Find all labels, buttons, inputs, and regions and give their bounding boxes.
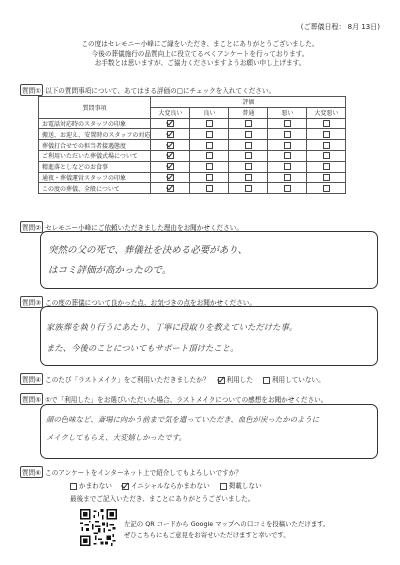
- rating-checkbox[interactable]: [167, 142, 174, 149]
- rating-checkbox[interactable]: [167, 131, 174, 138]
- question-4-options: [218, 376, 335, 384]
- intro-text: [0, 40, 400, 69]
- question-item-label: 葬儀打合せでの担当者接遇態度: [39, 140, 151, 151]
- rating-cell: [307, 150, 346, 161]
- rating-cell: [229, 161, 268, 172]
- question-6-heading: [20, 466, 242, 478]
- table-row: [39, 183, 346, 194]
- question-text: 以下の質問事項について、あてはまる評価の□にチェックを入れてください。: [45, 87, 276, 95]
- option-label: イニシャルならかまわない: [130, 482, 210, 490]
- table-row: [39, 150, 346, 161]
- rating-checkbox[interactable]: [323, 185, 330, 192]
- question-item-label: 精進落としなどのお食事: [39, 161, 151, 172]
- rating-column-header: 大変悪い: [307, 107, 346, 118]
- question-4-heading: [20, 373, 335, 385]
- option-checkbox[interactable]: [122, 483, 129, 490]
- rating-checkbox[interactable]: [167, 163, 174, 170]
- rating-checkbox[interactable]: [206, 142, 213, 149]
- footer-line: 左記の QR コードから Google マップへの口コミを投稿いただけます。: [124, 520, 330, 528]
- option-item[interactable]: [122, 480, 210, 490]
- rating-checkbox[interactable]: [206, 152, 213, 159]
- rating-checkbox[interactable]: [245, 174, 252, 181]
- evaluation-table: [38, 96, 346, 194]
- rating-checkbox[interactable]: [245, 142, 252, 149]
- question-item-label: 搬送、お迎え、安置時のスタッフの対応: [39, 129, 151, 140]
- footer-line: ぜひこちらにもご意見をお寄せいただけますと幸いです。: [124, 530, 290, 539]
- question-number: 質問⑥: [20, 466, 43, 478]
- rating-cell: [229, 172, 268, 183]
- intro-line: お手数とは思いますが、ご協力くださいますようお願い申し上げます。: [94, 59, 306, 68]
- rating-checkbox[interactable]: [284, 152, 291, 159]
- handwritten-answer: 家族葬を執り行うにあたり、丁寧に段取りを教えていただけた事。: [46, 322, 298, 332]
- rating-checkbox[interactable]: [206, 120, 213, 127]
- answer-box-q2: [40, 231, 378, 289]
- rating-checkbox[interactable]: [206, 174, 213, 181]
- rating-checkbox[interactable]: [323, 174, 330, 181]
- rating-cell: [151, 129, 190, 140]
- rating-cell: [151, 161, 190, 172]
- option-label: 利用していない。: [271, 376, 325, 384]
- question-text: このアンケートをインターネット上で紹介してもよろしいですか？: [45, 469, 242, 477]
- question-text: このたび「ラストメイク」をご利用いただきましたか？: [45, 376, 210, 384]
- question-item-label: ご利用いただいた葬儀式場について: [39, 150, 151, 161]
- rating-checkbox[interactable]: [245, 163, 252, 170]
- rating-cell: [229, 183, 268, 194]
- rating-cell: [268, 129, 307, 140]
- question-number: 質問①: [20, 84, 43, 96]
- handwritten-answer: はコミ評価が高かったので。: [48, 265, 172, 276]
- rating-column-header: 良い: [190, 107, 229, 118]
- rating-cell: [307, 172, 346, 183]
- rating-checkbox[interactable]: [167, 120, 174, 127]
- rating-cell: [229, 150, 268, 161]
- rating-cell: [229, 140, 268, 151]
- rating-checkbox[interactable]: [206, 163, 213, 170]
- question-text: ①で「利用した」をお選びいただいた場合、ラストメイクについての感想をお聞かせください。: [45, 396, 328, 404]
- rating-checkbox[interactable]: [167, 185, 174, 192]
- question-number: 質問②: [20, 221, 43, 233]
- rating-checkbox[interactable]: [245, 152, 252, 159]
- rating-cell: [190, 118, 229, 129]
- question-number: 質問③: [20, 296, 43, 308]
- footer-text: [124, 519, 329, 540]
- rating-cell: [268, 150, 307, 161]
- rating-cell: [190, 129, 229, 140]
- rating-checkbox[interactable]: [284, 185, 291, 192]
- rating-checkbox[interactable]: [284, 142, 291, 149]
- question-6-options: [70, 480, 272, 490]
- question-number: 質問⑤: [20, 393, 43, 405]
- rating-cell: [268, 118, 307, 129]
- handwritten-answer: また、今後のことについてもサポート頂けたこと。: [46, 343, 239, 353]
- rating-cell: [190, 172, 229, 183]
- answer-box-q3: [40, 306, 378, 366]
- rating-cell: [268, 140, 307, 151]
- intro-line: この度はセレモニー小峰にご縁をいただき、まことにありがとうございました。: [81, 40, 319, 48]
- rating-checkbox[interactable]: [323, 152, 330, 159]
- rating-cell: [268, 183, 307, 194]
- rating-checkbox[interactable]: [323, 131, 330, 138]
- rating-cell: [307, 118, 346, 129]
- option-checkbox[interactable]: [263, 377, 270, 384]
- rating-cell: [268, 161, 307, 172]
- option-label: 利用した: [226, 376, 253, 384]
- rating-checkbox[interactable]: [206, 185, 213, 192]
- question-item-label: 通夜・葬儀運営スタッフの印象: [39, 172, 151, 183]
- rating-checkbox[interactable]: [323, 142, 330, 149]
- handwritten-answer: 顔の色味など、斎場に向かう前まで気を遣っていただき、血色が戻ったかのように: [46, 415, 320, 424]
- table-row: [39, 161, 346, 172]
- rating-cell: [190, 140, 229, 151]
- closing-text: 最後までご記入いただき、まことにありがとうございました。: [70, 495, 255, 503]
- rating-checkbox[interactable]: [167, 152, 174, 159]
- rating-cell: [268, 172, 307, 183]
- rating-cell: [190, 161, 229, 172]
- table-row: [39, 140, 346, 151]
- rating-cell: [190, 183, 229, 194]
- question-text: この度の葬儀について良かった点、お気づきの点をお聞かせください。: [45, 299, 256, 307]
- rating-checkbox[interactable]: [323, 163, 330, 170]
- option-label: 掲載しない: [228, 482, 262, 490]
- qr-code-icon[interactable]: [80, 509, 117, 546]
- option-item[interactable]: [70, 480, 112, 490]
- item-header: 質問事項: [39, 97, 151, 119]
- rating-cell: [307, 129, 346, 140]
- rating-checkbox[interactable]: [167, 174, 174, 181]
- rating-checkbox[interactable]: [284, 174, 291, 181]
- handwritten-answer: 突然の父の死で、葬儀社を決める必要があり、: [48, 245, 248, 256]
- rating-cell: [190, 150, 229, 161]
- option-item[interactable]: [263, 374, 325, 384]
- rating-column-header: 普通: [229, 107, 268, 118]
- event-date: (ご葬儀日程： 8月 13日): [300, 23, 380, 31]
- rating-cell: [151, 172, 190, 183]
- option-item[interactable]: [218, 374, 253, 384]
- option-checkbox[interactable]: [70, 483, 77, 490]
- intro-line: 今後の葬儀施行の品質向上に役立てるべくアンケートを行っております。: [91, 49, 309, 58]
- rating-column-header: 悪い: [268, 107, 307, 118]
- rating-cell: [151, 183, 190, 194]
- rating-checkbox[interactable]: [245, 120, 252, 127]
- rating-checkbox[interactable]: [284, 163, 291, 170]
- rating-cell: [151, 118, 190, 129]
- handwritten-answer: メイクしてもらえ、大変嬉しかったです。: [46, 433, 186, 442]
- rating-cell: [229, 118, 268, 129]
- rating-checkbox[interactable]: [245, 131, 252, 138]
- question-item-label: この度の葬儀、全般について: [39, 183, 151, 194]
- option-checkbox[interactable]: [220, 483, 227, 490]
- rating-checkbox[interactable]: [284, 120, 291, 127]
- rating-cell: [307, 161, 346, 172]
- rating-cell: [229, 129, 268, 140]
- rating-checkbox[interactable]: [206, 131, 213, 138]
- question-item-label: お電話対応時のスタッフの印象: [39, 118, 151, 129]
- rating-header: 評価: [151, 97, 346, 108]
- question-text: セレモニー小峰にご依頼いただきました理由をお聞かせください。: [45, 224, 243, 232]
- rating-cell: [307, 140, 346, 151]
- rating-column-header: 大変良い: [151, 107, 190, 118]
- rating-cell: [307, 183, 346, 194]
- question-1-heading: [20, 84, 275, 96]
- table-row: [39, 129, 346, 140]
- question-number: 質問④: [20, 373, 43, 385]
- option-label: かまわない: [79, 482, 112, 490]
- option-item[interactable]: [220, 480, 262, 490]
- option-checkbox[interactable]: [218, 377, 225, 384]
- table-row: [39, 172, 346, 183]
- rating-checkbox[interactable]: [323, 120, 330, 127]
- rating-checkbox[interactable]: [245, 185, 252, 192]
- table-row: [39, 118, 346, 129]
- rating-checkbox[interactable]: [284, 131, 291, 138]
